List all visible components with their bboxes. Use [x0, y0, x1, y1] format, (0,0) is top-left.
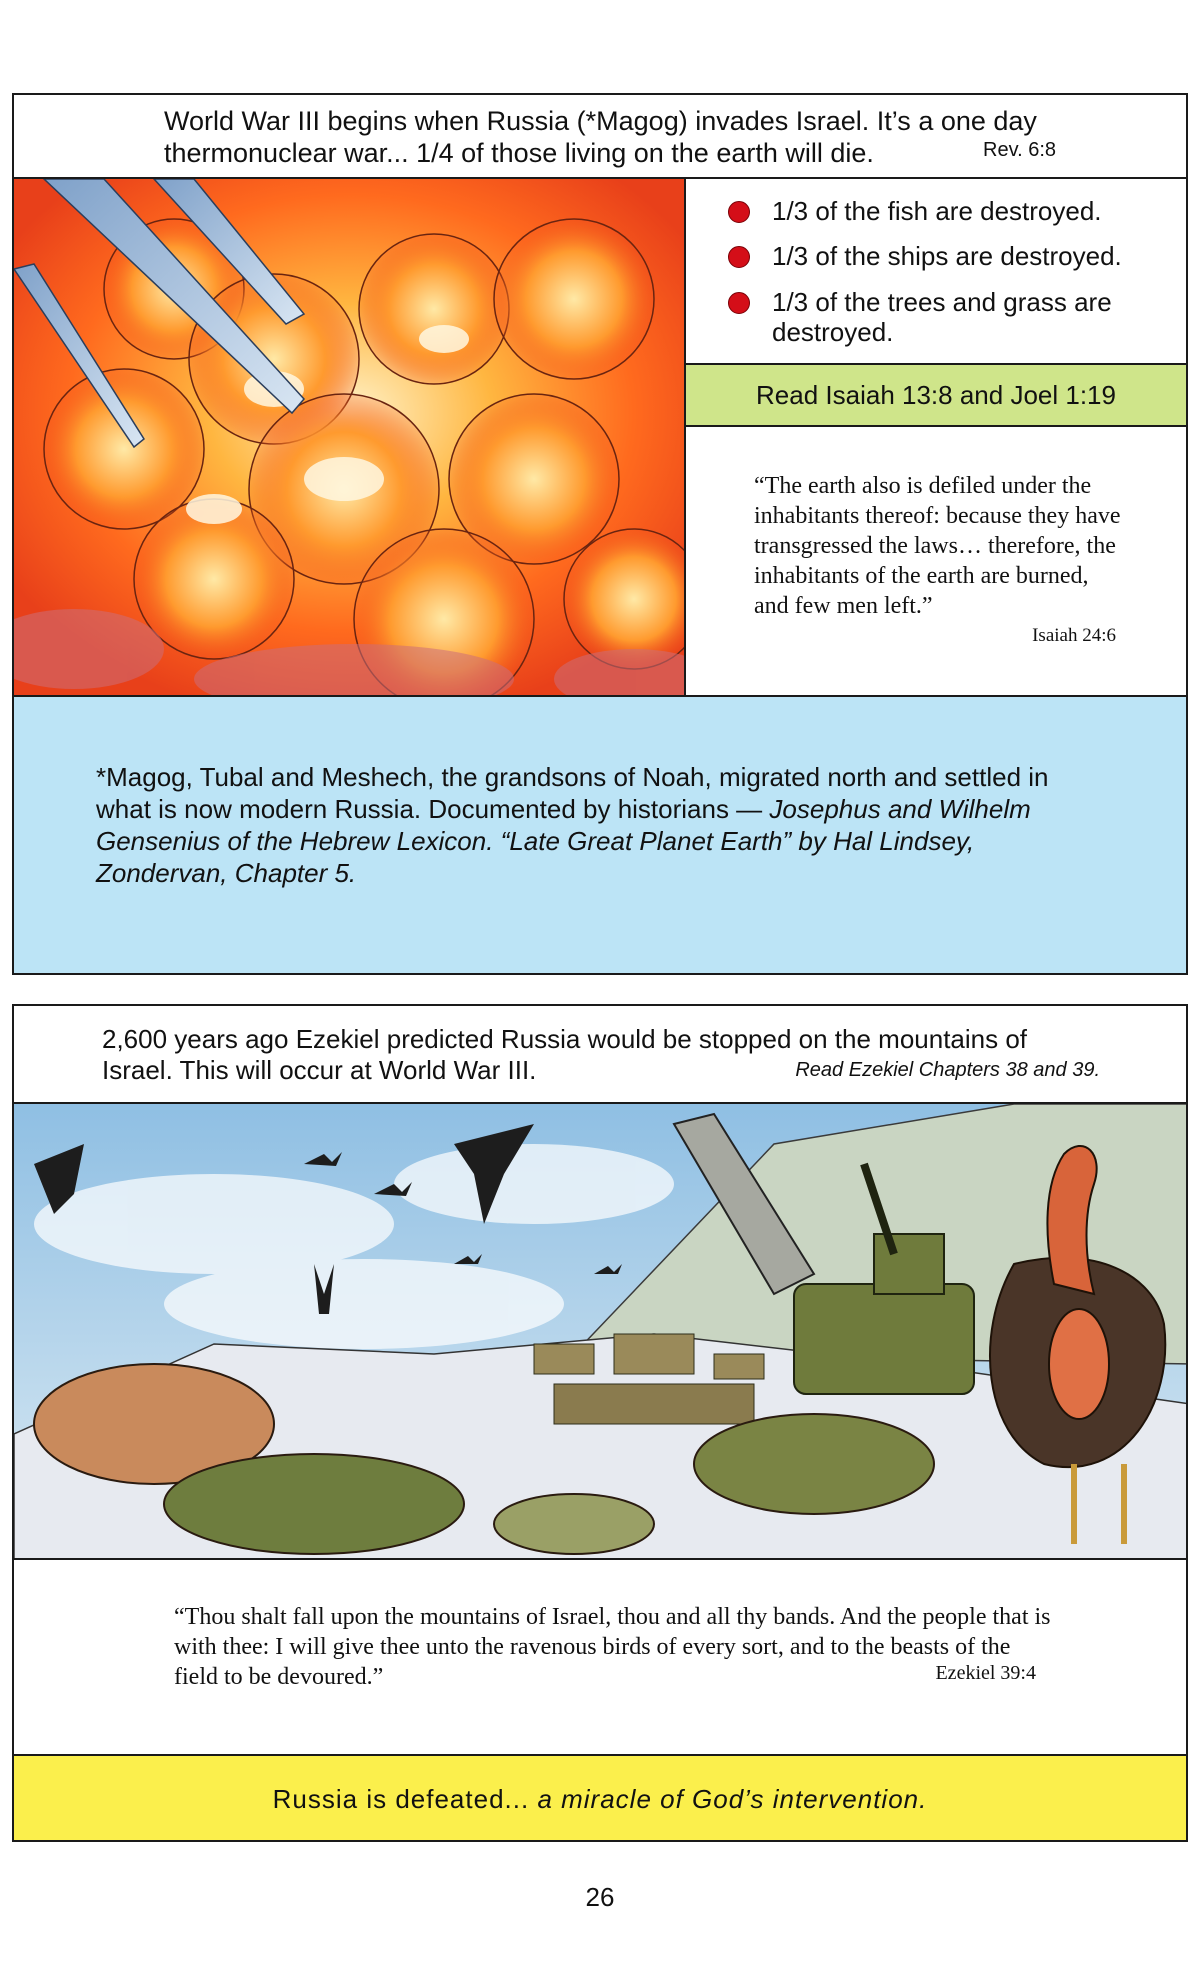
battlefield-illustration: [12, 1102, 1188, 1560]
top-caption-panel: [12, 93, 1188, 179]
isaiah-quote-panel: [684, 425, 1188, 697]
magog-note-italic: Josephus and Wilhelm Gensenius of the Hebrew Lexicon. “Late Great Planet Earth” by Hal Lindsey, Zondervan, Chapter 5.: [96, 794, 1031, 888]
list-item-label: 1/3 of the fish are destroyed.: [772, 196, 1102, 226]
red-bullet-icon: [728, 201, 750, 223]
read-isaiah-text: Read Isaiah 13:8 and Joel 1:19: [756, 380, 1116, 410]
mid-caption-reference: Read Ezekiel Chapters 38 and 39.: [795, 1059, 1100, 1081]
list-item-label: 1/3 of the ships are destroyed.: [772, 241, 1122, 271]
statistics-list: [684, 177, 1188, 365]
mid-caption-panel: [12, 1004, 1188, 1104]
defeated-italic: a miracle of God’s intervention.: [537, 1784, 928, 1814]
battlefield-artwork: [14, 1104, 1188, 1560]
defeated-banner: [12, 1754, 1188, 1842]
list-item-label: 1/3 of the trees and grass are destroyed.: [772, 287, 1112, 347]
top-caption-reference: Rev. 6:8: [983, 139, 1056, 161]
page-number: 26: [585, 1882, 615, 1912]
explosion-artwork: [14, 179, 686, 697]
ezekiel-quote-text: “Thou shalt fall upon the mountains of Israel, thou and all thy bands. And the people that is with thee: I will give thee unto the ravenous birds of every sort, and to the beasts of the field to be devoured.”: [174, 1604, 1051, 1690]
defeated-text: [14, 1784, 1186, 1815]
isaiah-quote-reference: Isaiah 24:6: [1032, 625, 1116, 646]
top-caption-line-2: thermonuclear war... 1/4 of those living on the earth will die.: [164, 138, 874, 168]
defeated-plain: Russia is defeated...: [272, 1784, 538, 1814]
magog-note-plain: *Magog, Tubal and Meshech, the grandsons of Noah, migrated north and settled in what is now modern Russia. Documented by historians —: [96, 762, 1049, 824]
ezekiel-quote-panel: [12, 1558, 1188, 1756]
read-isaiah-band: [684, 363, 1188, 427]
red-bullet-icon: [728, 246, 750, 268]
red-bullet-icon: [728, 292, 750, 314]
top-caption-text: [164, 105, 1074, 169]
top-caption-line-1: World War III begins when Russia (*Magog) invades Israel. It’s a one day: [164, 106, 1037, 136]
mid-caption-line-2: Israel. This will occur at World War III.: [102, 1055, 537, 1085]
mid-caption-line-1: 2,600 years ago Ezekiel predicted Russia would be stopped on the mountains of: [102, 1024, 1028, 1054]
isaiah-quote-text: “The earth also is defiled under the inhabitants thereof: because they have transgressed the laws… therefore, the inhabitants of the earth are burned, and few men left.”: [754, 473, 1121, 619]
explosion-illustration: [12, 177, 686, 697]
magog-note-panel: [12, 695, 1188, 975]
magog-note-text: [96, 761, 1106, 889]
ezekiel-quote-reference: Ezekiel 39:4: [935, 1662, 1036, 1684]
